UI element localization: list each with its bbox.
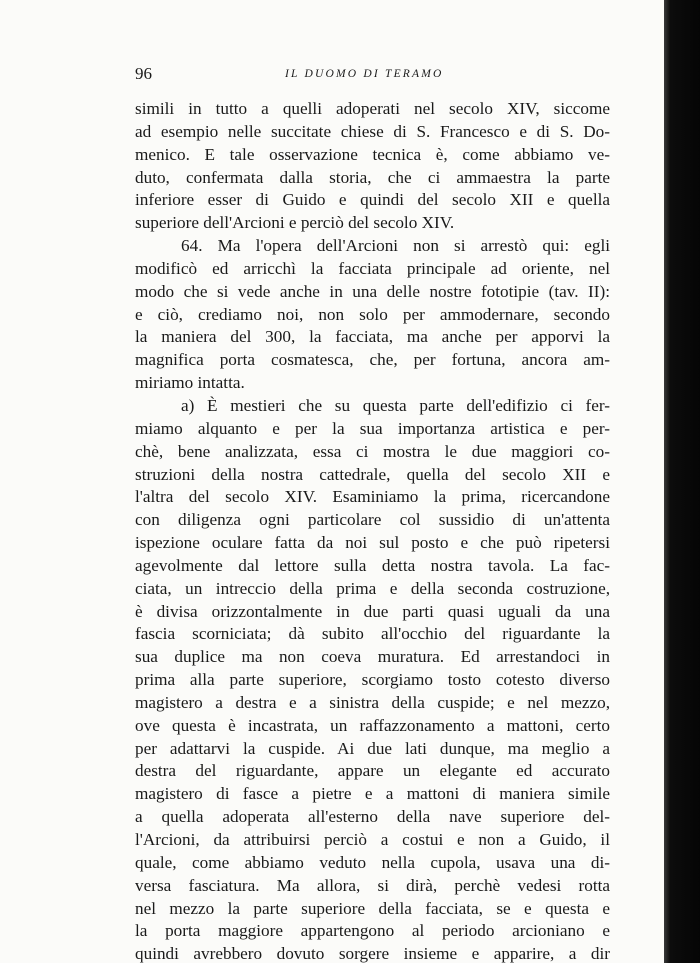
text-line: simili in tutto a quelli adoperati nel secolo XIV, siccome: [135, 99, 610, 118]
text-line: con diligenza ogni particolare col sussidio di un'attenta: [135, 510, 610, 530]
text-line: quindi avrebbero dovuto sorgere insieme e apparire, a dir: [135, 944, 610, 964]
text-line: per adattarvi la cuspide. Ai due lati dunque, ma meglio a: [135, 738, 610, 758]
text-line: l'altra del secolo XIV. Esaminiamo la prima, ricercandone: [135, 487, 610, 507]
text-line: nel mezzo la parte superiore della facciata, se e questa e: [135, 898, 610, 918]
body-text: [135, 98, 610, 966]
text-line: struzioni della nostra cattedrale, quella del secolo XII e: [135, 464, 610, 484]
text-line: agevolmente dal lettore sulla detta nostra tavola. La fac-: [135, 555, 610, 575]
text-line: inferiore esser di Guido e quindi del secolo XII e quella: [135, 190, 610, 210]
text-line: magnifica porta cosmatesca, che, per fortuna, ancora am-: [135, 350, 610, 370]
text-line: sua duplice ma non coeva muratura. Ed arrestandoci in: [135, 647, 610, 667]
text-line: ove questa è incastrata, un raffazzonamento a mattoni, certo: [135, 715, 610, 735]
text-line: modo che si vede anche in una delle nostre fototipie (tav. II):: [135, 281, 610, 301]
text-line: ciata, un intreccio della prima e della seconda costruzione,: [135, 578, 610, 598]
text-line: e ciò, crediamo noi, non solo per ammodernare, secondo: [135, 304, 610, 324]
text-line: fascia scorniciata; dà subito all'occhio del riguardante la: [135, 624, 610, 644]
page-number: 96: [135, 64, 152, 83]
text-line: magistero a destra e a sinistra della cuspide; e nel mezzo,: [135, 692, 610, 712]
text-line: superiore dell'Arcioni e perciò del secolo XIV.: [135, 213, 455, 233]
text-line: miriamo intatta.: [135, 373, 245, 393]
text-line: ad esempio nelle succitate chiese di S. Francesco e di S. Do-: [135, 121, 610, 141]
text-line: è divisa orizzontalmente in due parti quasi uguali da una: [135, 601, 610, 621]
text-line: la porta maggiore appartengono al periodo arcioniano e: [135, 921, 610, 941]
text-line: versa fasciatura. Ma allora, si dirà, perchè vedesi rotta: [135, 875, 610, 895]
paragraph-start-line: 64. Ma l'opera dell'Arcioni non si arrestò qui: egli: [181, 236, 610, 256]
text-line: miamo alquanto e per la sua importanza artistica e per-: [135, 418, 610, 438]
text-line: ispezione oculare fatta da noi sul posto e che può ripetersi: [135, 533, 610, 553]
text-line: destra del riguardante, appare un elegante ed accurato: [135, 761, 610, 781]
text-line: prima alla parte superiore, scorgiamo tosto cotesto diverso: [135, 670, 610, 690]
text-line: l'Arcioni, da attribuirsi perciò a costui e non a Guido, il: [135, 830, 610, 849]
text-line: modificò ed arricchì la facciata principale ad oriente, nel: [135, 258, 610, 278]
text-line: la maniera del 300, la facciata, ma anche per apporvi la: [135, 327, 610, 347]
text-line: chè, bene analizzata, essa ci mostra le due maggiori co-: [135, 441, 610, 461]
page-header: [135, 64, 610, 88]
text-line: magistero di fasce a pietre e a mattoni di maniera simile: [135, 784, 610, 804]
running-title: IL DUOMO DI TERAMO: [285, 68, 444, 80]
text-line: a quella adoperata all'esterno della nave superiore del-: [135, 807, 610, 827]
paragraph-start-line: a) È mestieri che su questa parte dell'edifizio ci fer-: [181, 395, 610, 415]
text-line: menico. E tale osservazione tecnica è, come abbiamo ve-: [135, 144, 610, 164]
scan-dark-edge: [664, 0, 700, 963]
text-line: duto, confermata dalla storia, che ci ammaestra la parte: [135, 167, 610, 187]
text-line: quale, come abbiamo veduto nella cupola, usava una di-: [135, 852, 610, 872]
